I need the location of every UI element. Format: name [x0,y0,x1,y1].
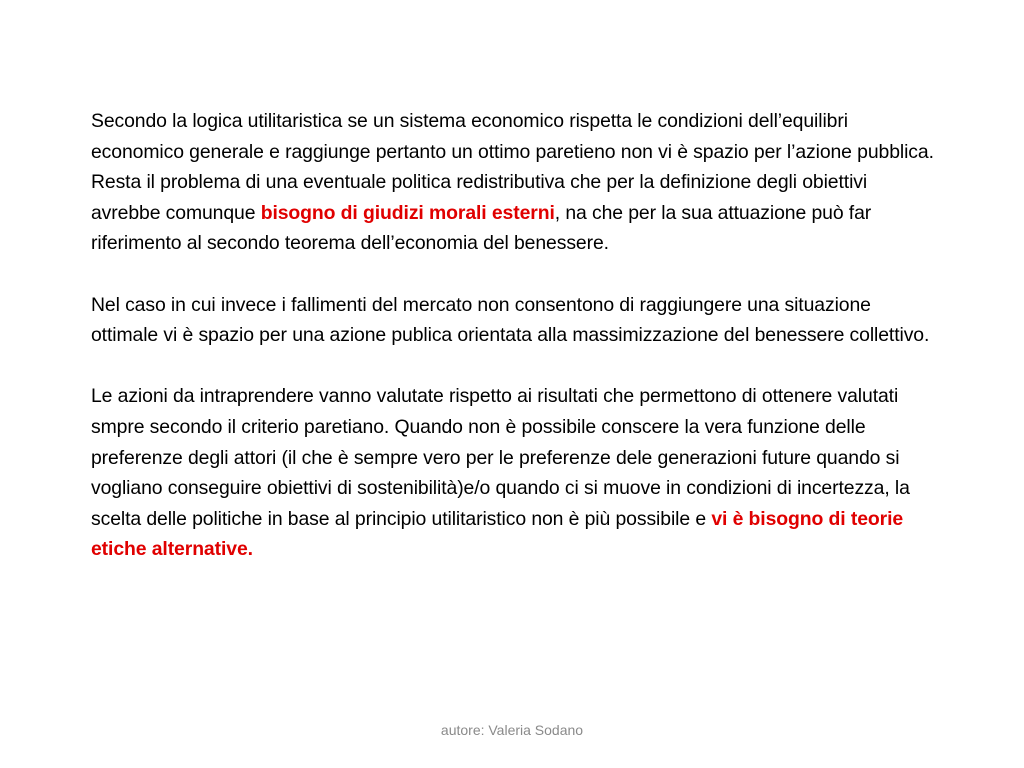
paragraph-policy-actions [91,381,939,565]
paragraph-1-highlight: bisogno di giudizi morali esterni [260,201,555,224]
paragraph-3-highlight: vi è bisogno di teorie etiche alternative. [91,507,904,561]
slide-body [91,106,939,565]
paragraph-market-failures: Nel caso in cui invece i fallimenti del mercato non consentono di raggiungere una situazione ottimale vi è spazio per una azione publica orientata alla massimizzazione del benessere collettivo. [91,293,930,347]
slide-footer-author: autore: Valeria Sodano [440,722,584,738]
paragraph-1-text: Secondo la logica utilitaristica se un sistema economico rispetta le condizioni dell’equilibri economico generale e raggiunge pertanto un ottimo paretieno non vi è spazio per l’azione pubblica. Resta il problema di una eventuale politica redistributiva che per la definizione degli obiettivi avrebbe comunque [91,110,934,224]
paragraph-utilitarian-logic [91,106,939,259]
paragraph-1-text-end: , na che per la sua attuazione può far riferimento al secondo teorema dell’economia del benessere. [91,201,872,255]
paragraph-3-text: Le azioni da intraprendere vanno valutate rispetto ai risultati che permettono di ottenere valutati smpre secondo il criterio paretiano. Quando non è possibile conscere la vera funzione delle preferenze degli attori (il che è sempre vero per le preferenze dele generazioni future quando si vogliano conseguire obiettivi di sostenibilità)e/o quando ci si muove in condizioni di incertezza, la scelta delle politiche in base al principio utilitaristico non è più possibile e [91,385,910,530]
